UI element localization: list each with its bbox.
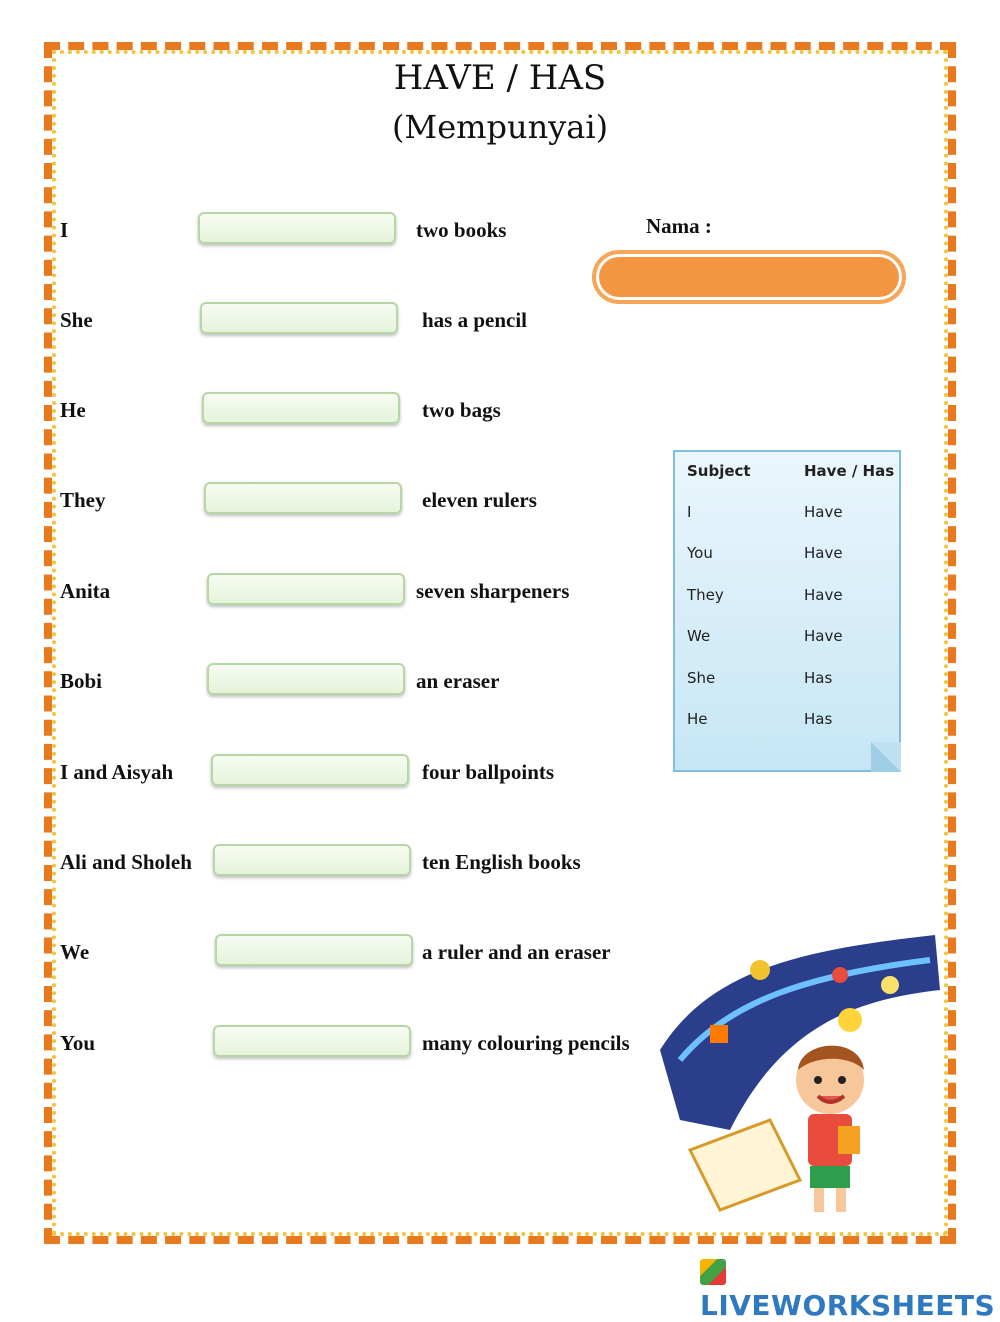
table-cell: Have xyxy=(804,627,843,645)
row-object: many colouring pencils xyxy=(422,1031,630,1055)
name-label: Nama : xyxy=(646,214,712,238)
row-object: four ballpoints xyxy=(422,760,555,784)
row-object: two books xyxy=(416,218,507,242)
row-subject: Ali and Sholeh xyxy=(60,850,192,874)
table-cell: Has xyxy=(804,710,833,728)
row-object: a ruler and an eraser xyxy=(422,940,611,964)
table-cell: Have xyxy=(804,586,843,604)
table-header-subject: Subject xyxy=(687,462,751,480)
reference-table xyxy=(673,450,901,772)
exercise-row xyxy=(0,842,660,882)
answer-input[interactable] xyxy=(207,573,405,605)
table-cell: He xyxy=(687,710,708,728)
page-curl xyxy=(871,742,901,772)
table-cell: We xyxy=(687,627,711,645)
exercise-row xyxy=(0,752,660,792)
answer-input[interactable] xyxy=(200,302,398,334)
row-subject: Bobi xyxy=(60,669,103,693)
table-cell: She xyxy=(687,669,716,687)
table-cell: They xyxy=(687,586,724,604)
answer-input[interactable] xyxy=(204,482,402,514)
row-subject: You xyxy=(60,1031,96,1055)
table-cell: Have xyxy=(804,544,843,562)
answer-input[interactable] xyxy=(207,663,405,695)
table-cell: I xyxy=(687,503,692,521)
exercise-row xyxy=(0,932,660,972)
row-subject: I and Aisyah xyxy=(60,760,174,784)
exercise-row xyxy=(0,300,660,340)
row-subject: She xyxy=(60,308,93,332)
row-subject: I xyxy=(60,218,69,242)
row-subject: He xyxy=(60,398,86,422)
row-object: seven sharpeners xyxy=(416,579,570,603)
row-subject: Anita xyxy=(60,579,111,603)
row-object: two bags xyxy=(422,398,501,422)
answer-input[interactable] xyxy=(213,844,411,876)
liveworksheets-logo xyxy=(700,1256,1000,1322)
exercise-row xyxy=(0,571,660,611)
exercise-row xyxy=(0,390,660,430)
answer-input[interactable] xyxy=(198,212,396,244)
exercise-row xyxy=(0,480,660,520)
exercise-row xyxy=(0,661,660,701)
answer-input[interactable] xyxy=(215,934,413,966)
page-subtitle: (Mempunyai) xyxy=(391,108,609,146)
answer-input[interactable] xyxy=(202,392,400,424)
table-cell: Has xyxy=(804,669,833,687)
answer-input[interactable] xyxy=(213,1025,411,1057)
table-cell: You xyxy=(687,544,713,562)
table-header-have-has: Have / Has xyxy=(804,462,895,480)
row-object: an eraser xyxy=(416,669,500,693)
footer-logo-text: LIVEWORKSHEETS xyxy=(700,1289,996,1322)
answer-input[interactable] xyxy=(211,754,409,786)
row-object: eleven rulers xyxy=(422,488,537,512)
boy-with-book-illustration xyxy=(650,930,950,1230)
name-input[interactable] xyxy=(592,250,906,304)
exercise-row xyxy=(0,210,660,250)
table-cell: Have xyxy=(804,503,843,521)
page-title: HAVE / HAS xyxy=(393,58,607,98)
row-subject: We xyxy=(60,940,90,964)
exercise-row xyxy=(0,1023,660,1063)
row-object: ten English books xyxy=(422,850,581,874)
row-subject: They xyxy=(60,488,106,512)
liveworksheets-mark-icon xyxy=(700,1259,726,1285)
row-object: has a pencil xyxy=(422,308,528,332)
